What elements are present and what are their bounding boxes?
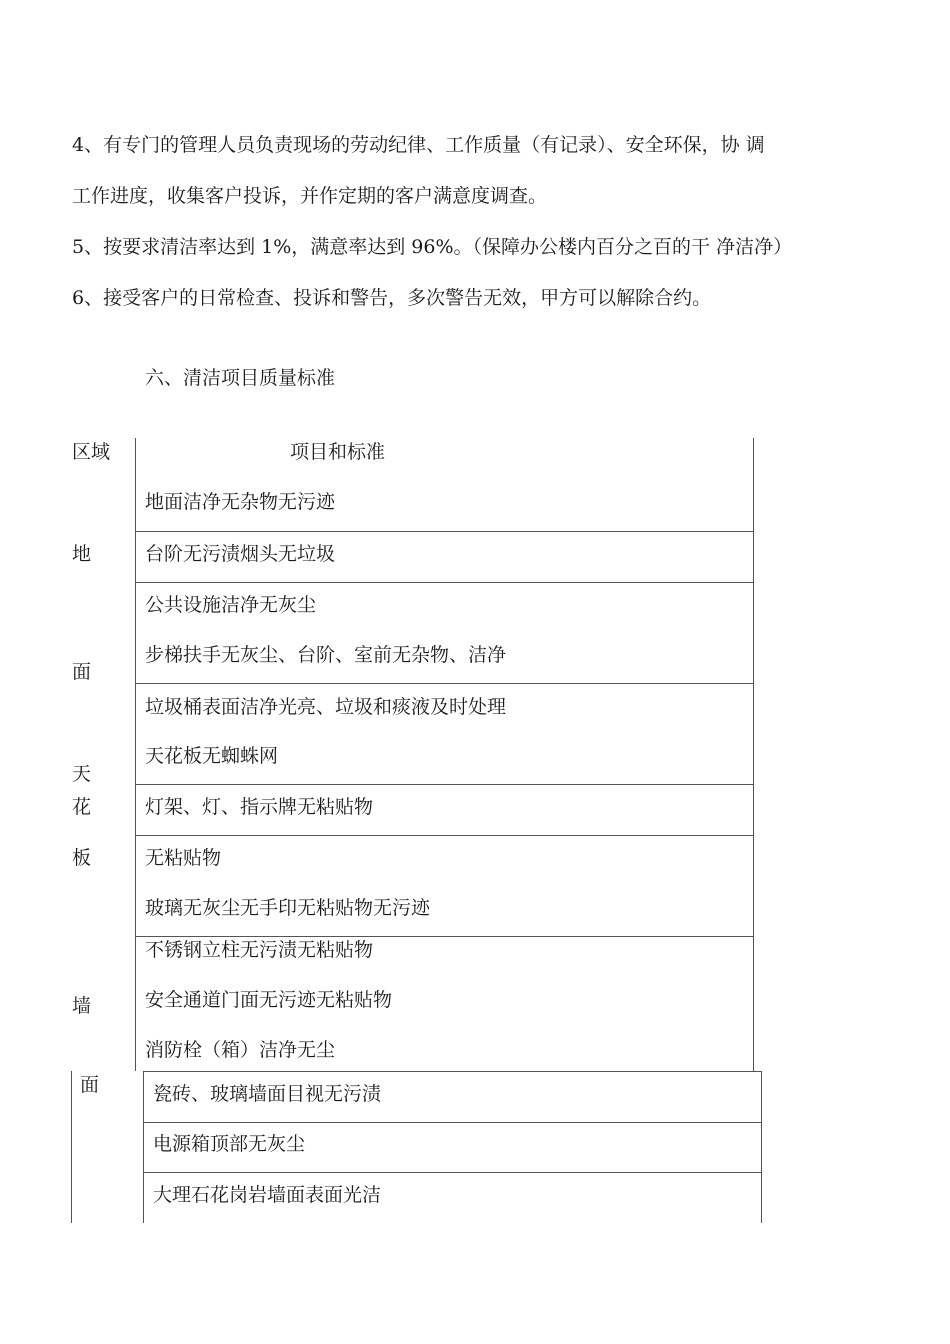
paragraph-6: 6、接受客户的日常检查、投诉和警告，多次警告无效，甲方可以解除合约。 bbox=[72, 287, 712, 309]
item-public-facilities: 公共设施洁净无灰尘 bbox=[145, 594, 317, 616]
paragraph-4-line-1: 4、有专门的管理人员负责现场的劳动纪律、工作质量（有记录）、安全环保，协 调 bbox=[72, 134, 765, 156]
item-marble-walls: 大理石花岗岩墙面表面光洁 bbox=[153, 1184, 382, 1206]
row-divider bbox=[135, 936, 754, 937]
area-ceiling-char-3: 板 bbox=[72, 847, 92, 869]
header-items: 项目和标准 bbox=[290, 441, 386, 463]
section-title: 六、清洁项目质量标准 bbox=[145, 367, 336, 389]
item-no-stickers: 无粘贴物 bbox=[145, 847, 222, 869]
table-col-divider-lower bbox=[143, 1071, 144, 1223]
item-ceiling-cobwebs: 天花板无蜘蛛网 bbox=[145, 745, 279, 767]
item-power-box: 电源箱顶部无灰尘 bbox=[153, 1133, 306, 1155]
item-ground-clean: 地面洁净无杂物无污迹 bbox=[145, 491, 336, 513]
item-steps-clean: 台阶无污渍烟头无垃圾 bbox=[145, 543, 336, 565]
area-ceiling-char-1: 天 bbox=[72, 763, 92, 785]
paragraph-5: 5、按要求清洁率达到 1%，满意率达到 96%。（保障办公楼内百分之百的干 净洁净） bbox=[72, 236, 793, 258]
item-glass: 玻璃无灰尘无手印无粘贴物无污迹 bbox=[145, 897, 431, 919]
area-wall-char-1: 墙 bbox=[72, 995, 92, 1017]
item-steel-pillars: 不锈钢立柱无污渍无粘贴物 bbox=[145, 939, 374, 961]
area-ground-char-2: 面 bbox=[72, 661, 92, 683]
row-divider bbox=[135, 582, 754, 583]
row-divider bbox=[135, 683, 754, 684]
table-right-border bbox=[753, 438, 754, 1071]
area-ground-char-1: 地 bbox=[72, 543, 92, 565]
row-divider bbox=[135, 835, 754, 836]
header-area: 区域 bbox=[72, 441, 111, 463]
row-divider bbox=[143, 1071, 762, 1072]
paragraph-4-line-2: 工作进度，收集客户投诉，并作定期的客户满意度调查。 bbox=[72, 185, 548, 207]
item-light-fixtures: 灯架、灯、指示牌无粘贴物 bbox=[145, 796, 374, 818]
area-wall-char-2: 面 bbox=[80, 1074, 100, 1096]
table-right-border-lower bbox=[761, 1071, 762, 1223]
item-safety-doors: 安全通道门面无污迹无粘贴物 bbox=[145, 989, 393, 1011]
row-divider bbox=[135, 531, 754, 532]
area-ceiling-char-2: 花 bbox=[72, 796, 92, 818]
item-stair-handrails: 步梯扶手无灰尘、台阶、室前无杂物、洁净 bbox=[145, 644, 507, 666]
item-trash-bins: 垃圾桶表面洁净光亮、垃圾和痰液及时处理 bbox=[145, 696, 507, 718]
item-tile-glass-walls: 瓷砖、玻璃墙面目视无污渍 bbox=[153, 1083, 382, 1105]
table-col-divider bbox=[135, 438, 136, 1071]
table-left-border-lower bbox=[71, 1071, 72, 1223]
item-fire-hydrant: 消防栓（箱）洁净无尘 bbox=[145, 1039, 336, 1061]
row-divider bbox=[143, 1172, 762, 1173]
row-divider bbox=[143, 1122, 762, 1123]
row-divider bbox=[135, 784, 754, 785]
